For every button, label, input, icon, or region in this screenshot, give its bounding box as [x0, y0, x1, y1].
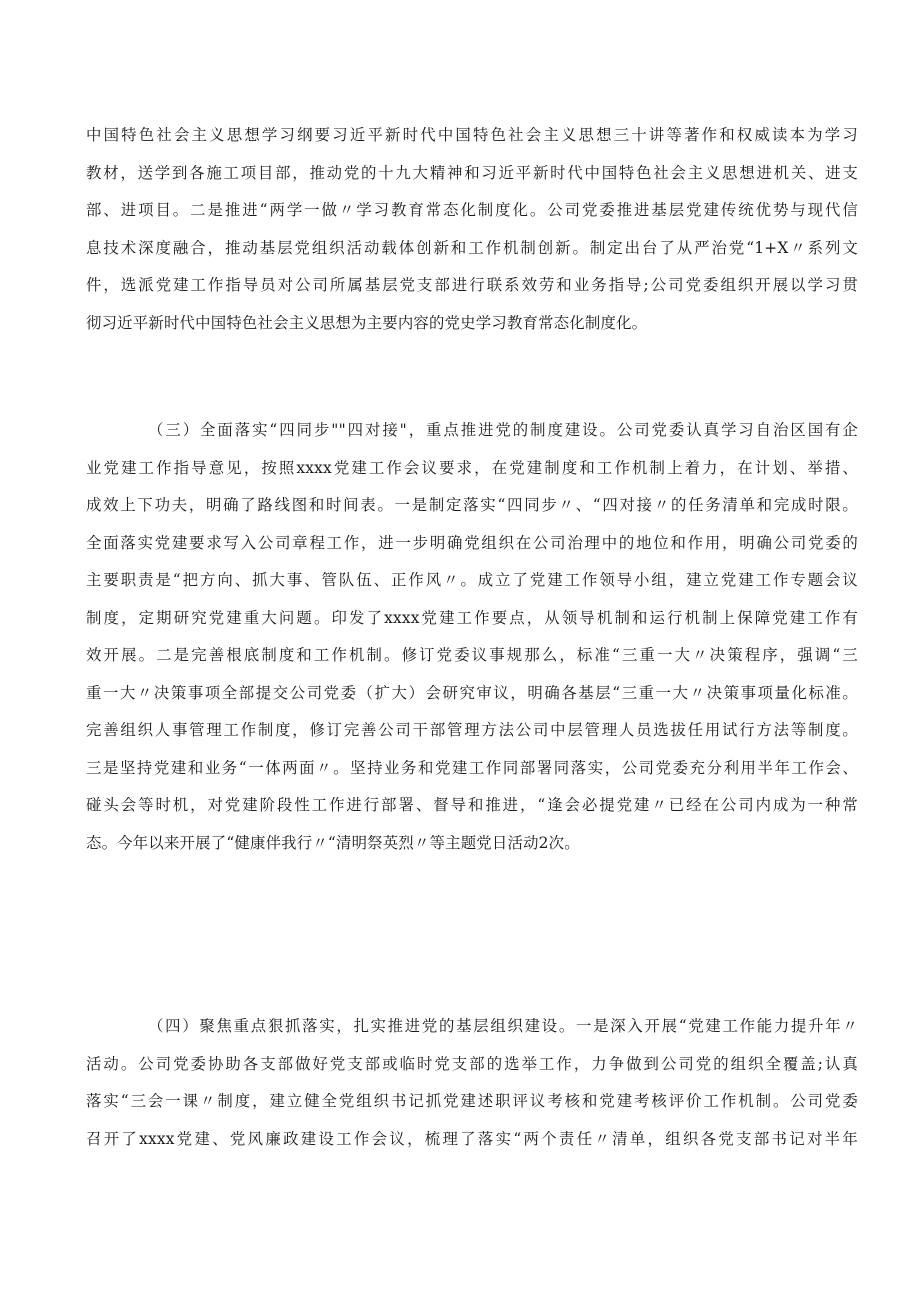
- text-line: 中国特色社会主义思想学习纲要习近平新时代中国特色社会主义思想三十讲等著作和权威读本为学习: [86, 126, 858, 144]
- text-line: 教材，送学到各施工项目部，推动党的十九大精神和习近平新时代中国特色社会主义思想进机关、进支: [86, 163, 858, 182]
- paragraph-study-materials: [86, 117, 858, 342]
- text-line: 态。今年以来开展了“健康伴我行〃“清明祭英烈〃等主题党日活动2次。: [86, 833, 580, 852]
- text-line: 部、进项目。二是推进“两学一做〃学习教育常态化制度化。公司党委推进基层党建传统优势与现代信: [86, 201, 858, 219]
- text-line: 活动。公司党委协助各支部做好党支部或临时党支部的选举工作，力争做到公司党的组织全覆盖;认真: [86, 1054, 858, 1073]
- paragraph-section-three: [86, 412, 858, 862]
- text-line: 件，选派党建工作指导员对公司所属基层党支部进行联系效劳和业务指导;公司党委组织开展以学习贯: [86, 276, 858, 294]
- text-line: 三是坚持党建和业务“一体两面〃。坚持业务和党建工作同部署同落实，公司党委充分利用半年工作会、: [86, 758, 858, 777]
- section-heading-line: （三）全面落实“四同步""四对接"，重点推进党的制度建设。公司党委认真学习自治区国有企: [148, 421, 858, 439]
- text-line: 彻习近平新时代中国特色社会主义思想为主要内容的党史学习教育常态化制度化。: [86, 313, 648, 332]
- text-line: 主要职责是“把方向、抓大事、管队伍、正作风〃。成立了党建工作领导小组，建立党建工作专题会议: [86, 571, 858, 589]
- text-line: 效开展。二是完善根底制度和工作机制。修订党委议事规那么，标准“三重一大〃决策程序，强调“三: [86, 646, 858, 664]
- text-line: 落实“三会一课〃制度，建立健全党组织书记抓党建述职评议考核和党建考核评价工作机制。公司党委: [86, 1092, 858, 1110]
- text-line: 成效上下功夫，明确了路线图和时间表。一是制定落实“四同步〃、“四对接〃的任务清单和完成时限。: [86, 496, 858, 514]
- text-line: 完善组织人事管理工作制度，修订完善公司干部管理方法公司中层管理人员选拔任用试行方法等制度。: [86, 721, 858, 739]
- text-line: 制度，定期研究党建重大问题。印发了xxxx党建工作要点，从领导机制和运行机制上保障党建工作有: [86, 608, 858, 627]
- paragraph-section-four: [86, 1008, 858, 1158]
- text-line: 业党建工作指导意见，按照xxxx党建工作会议要求，在党建制度和工作机制上着力，在计划、举措、: [86, 458, 858, 477]
- text-line: 全面落实党建要求写入公司章程工作，进一步明确党组织在公司治理中的地位和作用，明确公司党委的: [86, 533, 858, 552]
- text-line: 碰头会等时机，对党建阶段性工作进行部署、督导和推进，“逢会必提党建〃已经在公司内成为一种常: [86, 796, 858, 814]
- text-line: 召开了xxxx党建、党风廉政建设工作会议，梳理了落实“两个责任〃清单，组织各党支部书记对半年: [86, 1129, 858, 1148]
- text-line: 息技术深度融合，推动基层党组织活动载体创新和工作机制创新。制定出台了从严治党“1+X〃系列文: [86, 238, 858, 257]
- text-line: 重一大〃决策事项全部提交公司党委（扩大）会研究审议，明确各基层“三重一大〃决策事项量化标准。: [86, 683, 858, 702]
- section-heading-line: （四）聚焦重点狠抓落实，扎实推进党的基层组织建设。一是深入开展“党建工作能力提升年〃: [148, 1017, 858, 1035]
